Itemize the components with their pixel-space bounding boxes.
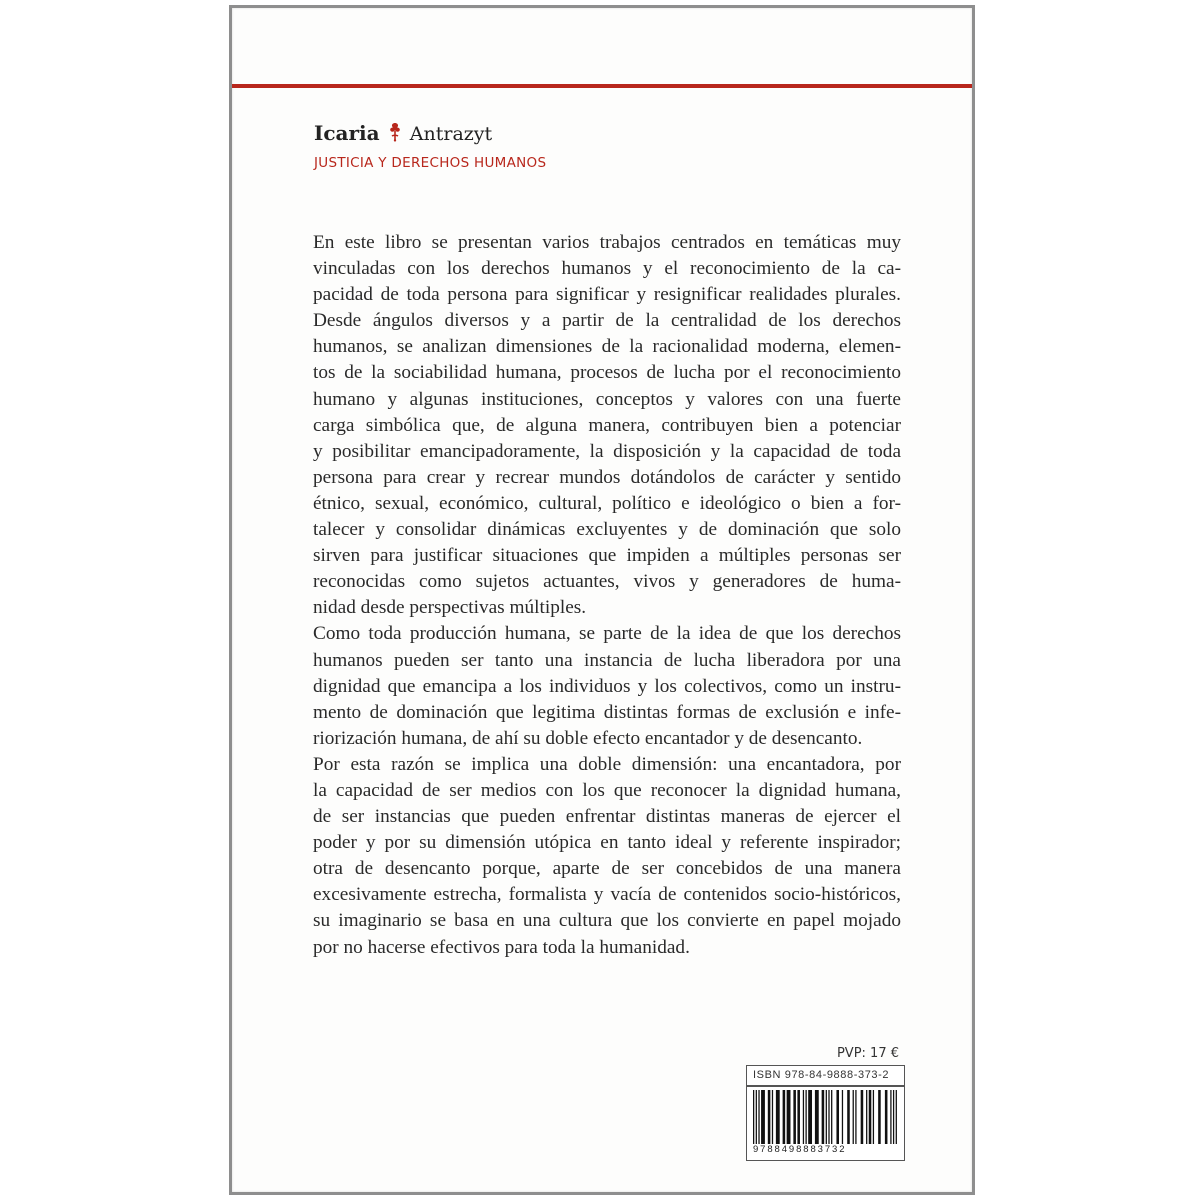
barcode-bar — [805, 1090, 806, 1144]
barcode-bar — [803, 1090, 804, 1144]
blurb-line: persona para crear y recrear mundos dotándolos de carácter y sentido — [313, 466, 901, 488]
blurb-line: de ser instancias que pueden enfrentar distintas maneras de ejercer el — [313, 806, 901, 828]
fleur-ornament-icon — [388, 122, 402, 142]
blurb-line: En este libro se presentan varios trabajos centrados en temáticas muy — [313, 232, 901, 253]
barcode-bar — [836, 1090, 839, 1144]
red-rule-divider — [232, 84, 972, 88]
barcode-bar — [831, 1090, 832, 1144]
barcode-bar — [890, 1090, 891, 1144]
barcode-bar — [847, 1090, 850, 1144]
blurb-line: humanos, se analizan dimensiones de la racionalidad moderna, elemen- — [313, 336, 901, 358]
blurb-line: la capacidad de ser medios con los que reconocer la dignidad humana, — [313, 779, 901, 801]
blurb-line: excesivamente estrecha, formalista y vacía de contenidos socio-históricos, — [313, 884, 901, 906]
blurb-line: reconocidas como sujetos actuantes, vivos y generadores de huma- — [313, 571, 901, 593]
blurb-line: étnico, sexual, económico, cultural, político e ideológico o bien a for- — [313, 492, 901, 514]
barcode-bar — [893, 1090, 894, 1144]
barcode-bar — [896, 1090, 897, 1144]
book-blurb — [313, 230, 901, 961]
barcode-bar — [885, 1090, 888, 1144]
blurb-line: talecer y consolidar dinámicas excluyentes y de dominación que solo — [313, 519, 901, 541]
blurb-line: nidad desde perspectivas múltiples. — [313, 597, 587, 619]
isbn-divider — [747, 1085, 904, 1087]
blurb-line: sirven para justificar situaciones que impiden a múltiples personas ser — [313, 545, 901, 567]
barcode-bar — [758, 1090, 759, 1144]
barcode-bar — [878, 1090, 881, 1144]
barcode-bar — [761, 1090, 765, 1144]
barcode-bar — [869, 1090, 872, 1144]
publisher-name: Icaria — [314, 121, 380, 145]
imprint-name: Antrazyt — [409, 123, 493, 145]
barcode-bar — [828, 1090, 829, 1144]
barcode-bar — [753, 1090, 754, 1144]
publisher-logo — [314, 121, 492, 145]
barcode-bar — [866, 1090, 867, 1144]
barcode-bar — [783, 1090, 786, 1144]
barcode-bar — [842, 1090, 843, 1144]
blurb-line: Desde ángulos diversos y a partir de la centralidad de los derechos — [313, 310, 901, 332]
blurb-line: dignidad que emancipa a los individuos y los colectivos, como un instru- — [313, 675, 901, 697]
price-label: PVP: 17 € — [836, 1046, 899, 1061]
blurb-line: riorización humana, de ahí su doble efecto encantador y de desencanto. — [313, 727, 863, 749]
barcode-bar — [826, 1090, 827, 1144]
barcode-bars — [751, 1090, 899, 1144]
barcode-digits: 9788498883732 — [753, 1144, 847, 1155]
blurb-line: otra de desencanto porque, aparte de ser concebidos de una manera — [313, 858, 901, 880]
barcode-bar — [855, 1090, 856, 1144]
barcode-bar — [853, 1090, 854, 1144]
barcode-bar — [861, 1090, 864, 1144]
barcode-bar — [772, 1090, 773, 1144]
barcode-bar — [822, 1090, 825, 1144]
barcode-bar — [776, 1090, 780, 1144]
collection-title: JUSTICIA Y DERECHOS HUMANOS — [314, 155, 547, 171]
blurb-line: su imaginario se basa en una cultura que los convierte en papel mojado — [313, 910, 901, 932]
blurb-line: carga simbólica que, de alguna manera, contribuyen bien a potenciar — [313, 414, 901, 436]
barcode-bar — [768, 1090, 771, 1144]
barcode-bar — [808, 1090, 812, 1144]
blurb-line: mento de dominación que legitima distintas formas de exclusión e infe- — [313, 701, 901, 723]
blurb-line: por no hacerse efectivos para toda la humanidad. — [313, 936, 690, 958]
blurb-line: poder y por su dimensión utópica en tanto ideal y referente inspirador; — [313, 832, 901, 854]
isbn-number: ISBN 978-84-9888-373-2 — [753, 1069, 890, 1081]
blurb-line: tos de la sociabilidad humana, procesos de lucha por el reconocimiento — [313, 362, 901, 384]
barcode-bar — [793, 1090, 796, 1144]
barcode-bar — [756, 1090, 757, 1144]
barcode-bar — [797, 1090, 800, 1144]
barcode-bar — [815, 1090, 819, 1144]
book-back-cover — [229, 5, 975, 1195]
blurb-line: pacidad de toda persona para significar y resignificar realidades plurales. — [313, 284, 901, 306]
blurb-line: vinculadas con los derechos humanos y el reconocimiento de la ca- — [313, 258, 901, 280]
barcode-bar — [873, 1090, 874, 1144]
blurb-line: Como toda producción humana, se parte de la idea de que los derechos — [313, 623, 901, 645]
blurb-line: humanos pueden ser tanto una instancia de lucha liberadora por una — [313, 649, 901, 671]
blurb-line: humano y algunas instituciones, conceptos y valores con una fuerte — [313, 388, 901, 410]
barcode-bar — [787, 1090, 791, 1144]
blurb-line: y posibilitar emancipadoramente, la disposición y la capacidad de toda — [313, 440, 901, 462]
blurb-line: Por esta razón se implica una doble dimensión: una encantadora, por — [313, 753, 901, 775]
isbn-barcode — [746, 1065, 905, 1161]
